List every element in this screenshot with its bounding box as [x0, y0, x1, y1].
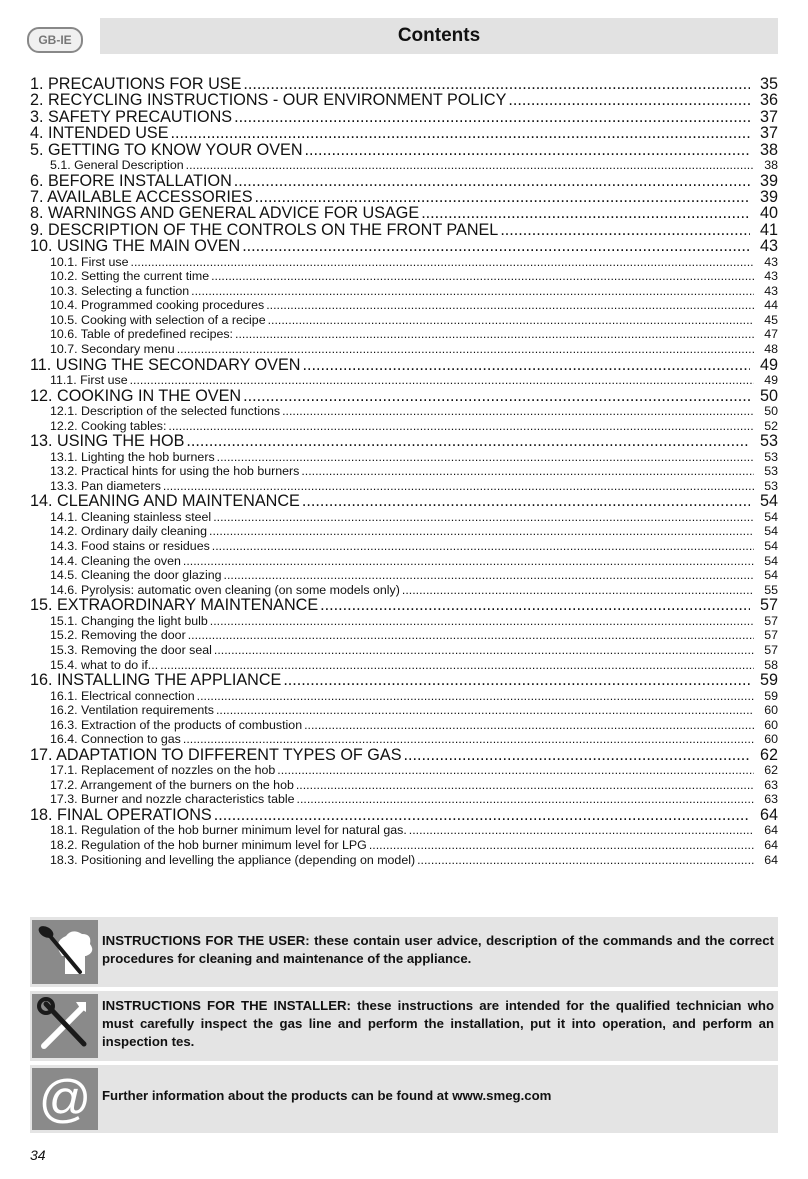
toc-entry-page: 43	[764, 283, 778, 298]
toc-entry-title: 15.1. Changing the light bulb	[50, 613, 208, 628]
toc-leader-dots	[217, 450, 754, 465]
toc-chapter	[30, 357, 778, 373]
toc-entry-title: 17.2. Arrangement of the burners on the hob	[50, 777, 294, 792]
toc-leader-dots	[183, 554, 754, 569]
toc-section	[30, 524, 778, 539]
toc-entry-title: 8. WARNINGS AND GENERAL ADVICE FOR USAGE	[30, 205, 420, 222]
toc-entry-title: 16.4. Connection to gas	[50, 732, 181, 747]
toc-leader-dots	[302, 357, 750, 373]
user-instructions-box	[30, 917, 778, 987]
toc-leader-dots	[266, 298, 754, 313]
toc-entry-page: 62	[764, 763, 778, 778]
toc-leader-dots	[213, 510, 754, 525]
toc-entry-title: 17.3. Burner and nozzle characteristics table	[50, 792, 295, 807]
toc-chapter	[30, 672, 778, 688]
toc-chapter	[30, 76, 778, 92]
toc-entry-page: 60	[764, 732, 778, 747]
at-symbol-icon: @	[32, 1068, 98, 1130]
toc-entry-page: 38	[764, 157, 778, 172]
toc-leader-dots	[305, 142, 750, 158]
toc-section	[30, 464, 778, 479]
toc-entry-title: 15.3. Removing the door seal	[50, 642, 212, 657]
table-of-contents	[30, 76, 778, 867]
toc-entry-page: 64	[764, 852, 778, 867]
toc-entry-title: 15. EXTRAORDINARY MAINTENANCE	[30, 597, 319, 614]
toc-entry-title: 11.1. First use	[50, 373, 128, 388]
toc-section	[30, 853, 778, 868]
toc-chapter	[30, 597, 778, 613]
web-info-text: Further information about the products can be found at www.smeg.com	[102, 1088, 552, 1103]
toc-entry-title: 4. INTENDED USE	[30, 125, 169, 142]
toc-leader-dots	[255, 189, 750, 205]
toc-leader-dots	[224, 568, 754, 583]
toc-chapter	[30, 747, 778, 763]
toc-leader-dots	[216, 703, 754, 718]
toc-section	[30, 327, 778, 342]
toc-section	[30, 583, 778, 598]
toc-entry-page: 53	[764, 464, 778, 479]
toc-section	[30, 658, 778, 673]
toc-entry-title: 14.4. Cleaning the oven	[50, 553, 181, 568]
toc-leader-dots	[320, 597, 750, 613]
toc-entry-page: 47	[764, 327, 778, 342]
toc-entry-title: 16.3. Extraction of the products of combustion	[50, 717, 303, 732]
toc-leader-dots	[191, 284, 754, 299]
toc-leader-dots	[302, 493, 750, 509]
toc-leader-dots	[186, 158, 754, 173]
toc-section	[30, 269, 778, 284]
toc-entry-title: 10. USING THE MAIN OVEN	[30, 238, 241, 255]
toc-entry-page: 63	[764, 792, 778, 807]
toc-entry-title: 14.2. Ordinary daily cleaning	[50, 524, 208, 539]
toc-entry-title: 17.1. Replacement of nozzles on the hob	[50, 763, 276, 778]
toc-section	[30, 158, 778, 173]
toc-entry-page: 45	[764, 312, 778, 327]
installer-instructions-box	[30, 991, 778, 1061]
toc-leader-dots	[283, 672, 750, 688]
toc-entry-page: 63	[764, 777, 778, 792]
toc-section	[30, 298, 778, 313]
toc-entry-page: 64	[759, 807, 778, 824]
toc-entry-page: 54	[764, 524, 778, 539]
toc-leader-dots	[297, 792, 754, 807]
toc-section	[30, 284, 778, 299]
toc-leader-dots	[214, 807, 750, 823]
toc-entry-title: 10.2. Setting the current time	[50, 269, 210, 284]
toc-section	[30, 404, 778, 419]
toc-entry-title: 14.5. Cleaning the door glazing	[50, 568, 222, 583]
web-info-box	[30, 1065, 778, 1133]
toc-entry-page: 54	[759, 493, 778, 510]
toc-section	[30, 778, 778, 793]
toc-entry-page: 49	[764, 373, 778, 388]
toc-section	[30, 539, 778, 554]
toc-chapter	[30, 142, 778, 158]
toc-entry-title: 10.6. Table of predefined recipes:	[50, 327, 234, 342]
toc-leader-dots	[304, 718, 754, 733]
toc-entry-page: 38	[759, 141, 778, 158]
toc-entry-title: 14.1. Cleaning stainless steel	[50, 509, 212, 524]
page-title: Contents	[100, 18, 778, 54]
toc-leader-dots	[235, 327, 754, 342]
toc-section	[30, 703, 778, 718]
toc-leader-dots	[212, 539, 754, 554]
toc-section	[30, 732, 778, 747]
toc-entry-title: 12.1. Description of the selected functions	[50, 404, 281, 419]
toc-entry-title: 1. PRECAUTIONS FOR USE	[30, 76, 242, 93]
toc-leader-dots	[211, 269, 754, 284]
toc-entry-title: 14.6. Pyrolysis: automatic oven cleaning (on some models only)	[50, 582, 400, 597]
toc-section	[30, 628, 778, 643]
toc-leader-dots	[369, 838, 754, 853]
toc-entry-title: 17. ADAPTATION TO DIFFERENT TYPES OF GAS	[30, 746, 402, 764]
toc-section	[30, 419, 778, 434]
toc-section	[30, 313, 778, 328]
toc-entry-page: 57	[764, 628, 778, 643]
toc-entry-title: 10.4. Programmed cooking procedures	[50, 298, 265, 313]
toc-entry-title: 18.1. Regulation of the hob burner minimum level for natural gas.	[50, 823, 407, 838]
toc-entry-page: 39	[759, 172, 778, 189]
toc-chapter	[30, 205, 778, 221]
toc-leader-dots	[417, 853, 754, 868]
toc-section	[30, 342, 778, 357]
toc-entry-page: 59	[759, 672, 778, 689]
toc-entry-page: 44	[764, 298, 778, 313]
toc-leader-dots	[421, 205, 750, 221]
toc-section	[30, 510, 778, 525]
toc-section	[30, 554, 778, 569]
toc-entry-title: 6. BEFORE INSTALLATION	[30, 172, 232, 189]
toc-entry-title: 12.2. Cooking tables:	[50, 418, 167, 433]
toc-section	[30, 838, 778, 853]
toc-entry-page: 50	[759, 387, 778, 405]
language-badge: GB-IE	[27, 27, 83, 53]
toc-leader-dots	[500, 222, 750, 238]
toc-leader-dots	[131, 255, 754, 270]
toc-entry-title: 11. USING THE SECONDARY OVEN	[30, 356, 301, 374]
toc-entry-page: 48	[764, 342, 778, 357]
toc-chapter	[30, 173, 778, 189]
toc-entry-title: 16.2. Ventilation requirements	[50, 703, 214, 718]
toc-leader-dots	[130, 373, 754, 388]
toc-entry-page: 64	[764, 838, 778, 853]
toc-leader-dots	[186, 433, 750, 449]
toc-entry-page: 53	[759, 433, 778, 450]
toc-entry-title: 12. COOKING IN THE OVEN	[30, 387, 242, 405]
toc-entry-title: 15.2. Removing the door	[50, 628, 186, 643]
toc-leader-dots	[183, 732, 754, 747]
toc-entry-page: 52	[764, 418, 778, 433]
toc-entry-page: 64	[764, 823, 778, 838]
toc-entry-title: 3. SAFETY PRECAUTIONS	[30, 108, 233, 126]
toc-entry-page: 40	[759, 205, 778, 222]
toc-entry-title: 16.1. Electrical connection	[50, 688, 195, 703]
toc-leader-dots	[243, 388, 750, 404]
toc-entry-title: 13.1. Lighting the hob burners	[50, 449, 215, 464]
toc-entry-title: 9. DESCRIPTION OF THE CONTROLS ON THE FRONT PANEL	[30, 221, 499, 239]
page-number: 34	[30, 1147, 46, 1163]
toc-entry-title: 18.2. Regulation of the hob burner minimum level for LPG	[50, 838, 367, 853]
toc-entry-title: 10.5. Cooking with selection of a recipe	[50, 312, 266, 327]
toc-leader-dots	[243, 76, 750, 92]
toc-leader-dots	[268, 313, 754, 328]
toc-entry-title: 2. RECYCLING INSTRUCTIONS - OUR ENVIRONMENT POLICY	[30, 92, 507, 109]
toc-entry-page: 35	[759, 76, 778, 93]
toc-entry-page: 60	[764, 717, 778, 732]
toc-entry-title: 18.3. Positioning and levelling the appliance (depending on model)	[50, 852, 416, 867]
toc-entry-title: 10.7. Secondary menu	[50, 342, 175, 357]
toc-section	[30, 718, 778, 733]
toc-entry-page: 54	[764, 553, 778, 568]
toc-entry-page: 58	[764, 657, 778, 672]
toc-entry-title: 14.3. Food stains or residues	[50, 538, 210, 553]
toc-entry-page: 41	[759, 221, 778, 239]
toc-entry-title: 13.3. Pan diameters	[50, 478, 161, 493]
toc-entry-title: 16. INSTALLING THE APPLIANCE	[30, 672, 282, 689]
toc-leader-dots	[163, 479, 754, 494]
toc-leader-dots	[214, 643, 754, 658]
toc-leader-dots	[402, 583, 754, 598]
toc-entry-page: 57	[764, 613, 778, 628]
toc-entry-page: 50	[764, 404, 778, 419]
tools-icon	[32, 994, 98, 1058]
toc-leader-dots	[210, 614, 754, 629]
toc-entry-page: 62	[759, 746, 778, 764]
toc-section	[30, 823, 778, 838]
toc-chapter	[30, 222, 778, 238]
toc-leader-dots	[296, 778, 754, 793]
toc-leader-dots	[242, 238, 750, 254]
toc-section	[30, 792, 778, 807]
toc-entry-title: 10.1. First use	[50, 254, 129, 269]
toc-entry-title: 13. USING THE HOB	[30, 433, 185, 450]
toc-leader-dots	[234, 109, 750, 125]
toc-entry-page: 43	[764, 269, 778, 284]
toc-leader-dots	[209, 524, 754, 539]
toc-entry-page: 53	[764, 478, 778, 493]
toc-leader-dots	[409, 823, 754, 838]
toc-section	[30, 373, 778, 388]
toc-chapter	[30, 807, 778, 823]
toc-entry-page: 39	[759, 188, 778, 206]
installer-instructions-text: INSTRUCTIONS FOR THE INSTALLER: these instructions are intended for the qualified technician who must carefully inspect the gas line and perform the installation, put it into operation, and perform an inspection tes.	[102, 998, 774, 1049]
toc-leader-dots	[160, 658, 754, 673]
toc-section	[30, 479, 778, 494]
toc-entry-page: 53	[764, 449, 778, 464]
toc-entry-page: 60	[764, 703, 778, 718]
toc-leader-dots	[282, 404, 754, 419]
toc-entry-page: 59	[764, 688, 778, 703]
toc-entry-title: 18. FINAL OPERATIONS	[30, 807, 212, 824]
toc-entry-title: 15.4. what to do if...	[50, 657, 159, 672]
toc-leader-dots	[188, 628, 754, 643]
toc-entry-page: 57	[759, 597, 778, 614]
toc-leader-dots	[404, 747, 751, 763]
toc-leader-dots	[277, 763, 754, 778]
toc-entry-title: 14. CLEANING AND MAINTENANCE	[30, 493, 300, 510]
toc-leader-dots	[508, 92, 750, 108]
toc-entry-page: 43	[759, 238, 778, 255]
toc-entry-page: 54	[764, 509, 778, 524]
toc-leader-dots	[197, 689, 754, 704]
toc-entry-title: 7. AVAILABLE ACCESSORIES	[30, 188, 253, 206]
toc-entry-page: 54	[764, 568, 778, 583]
toc-section	[30, 614, 778, 629]
toc-section	[30, 763, 778, 778]
toc-chapter	[30, 493, 778, 509]
toc-section	[30, 450, 778, 465]
toc-entry-page: 37	[759, 125, 778, 142]
toc-entry-page: 55	[764, 582, 778, 597]
toc-chapter	[30, 388, 778, 404]
toc-section	[30, 568, 778, 583]
toc-chapter	[30, 433, 778, 449]
toc-leader-dots	[301, 464, 754, 479]
toc-entry-title: 13.2. Practical hints for using the hob burners	[50, 464, 300, 479]
page-header	[0, 0, 808, 70]
toc-entry-page: 54	[764, 538, 778, 553]
toc-entry-title: 5. GETTING TO KNOW YOUR OVEN	[30, 141, 303, 158]
toc-entry-title: 10.3. Selecting a function	[50, 283, 190, 298]
toc-leader-dots	[177, 342, 754, 357]
toc-chapter	[30, 125, 778, 141]
toc-entry-page: 36	[759, 92, 778, 109]
toc-entry-page: 37	[759, 108, 778, 126]
toc-entry-page: 43	[764, 254, 778, 269]
toc-leader-dots	[171, 125, 750, 141]
toc-leader-dots	[168, 419, 754, 434]
toc-section	[30, 255, 778, 270]
toc-entry-page: 49	[759, 356, 778, 374]
chef-spoon-icon	[32, 920, 98, 984]
toc-chapter	[30, 238, 778, 254]
toc-section	[30, 689, 778, 704]
toc-entry-page: 57	[764, 642, 778, 657]
toc-leader-dots	[234, 173, 750, 189]
toc-section	[30, 643, 778, 658]
user-instructions-text: INSTRUCTIONS FOR THE USER: these contain user advice, description of the commands and the correct procedures for cleaning and maintenance of the appliance.	[102, 933, 774, 966]
toc-entry-title: 5.1. General Description	[50, 157, 184, 172]
toc-chapter	[30, 189, 778, 205]
toc-chapter	[30, 92, 778, 108]
toc-chapter	[30, 109, 778, 125]
